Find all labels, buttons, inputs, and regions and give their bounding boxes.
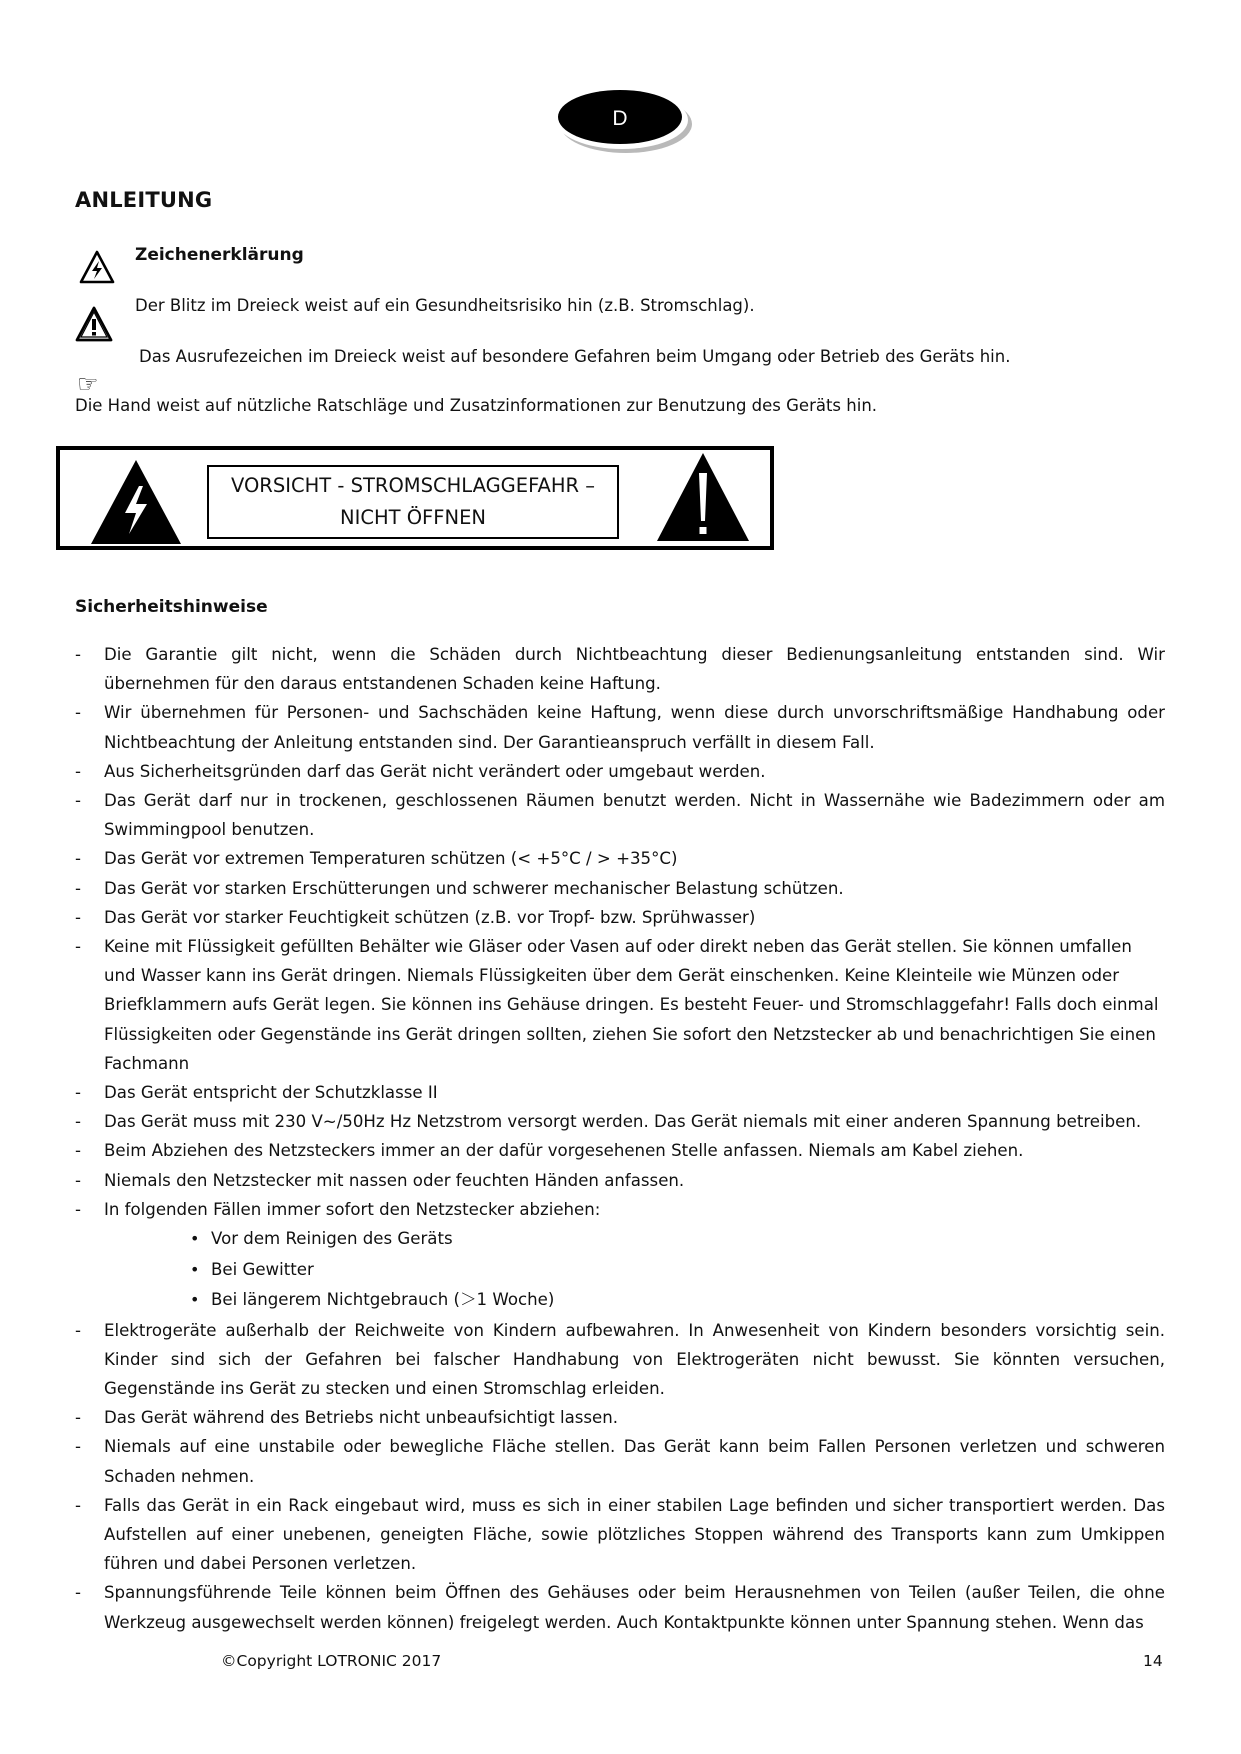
dash-marker: - (75, 1112, 81, 1132)
list-item-text: Die Garantie gilt nicht, wenn die Schäden durch Nichtbeachtung dieser Bedienungsanleitung entstanden sind. Wir übernehmen für den daraus entstandenen Schaden keine Haftung. (104, 645, 1165, 694)
warning-exclamation-icon (655, 451, 751, 547)
list-item-text: Das Gerät muss mit 230 V~/50Hz Hz Netzstrom versorgt werden. Das Gerät niemals mit einer anderen Spannung betreiben. (104, 1112, 1142, 1132)
footer-copyright: ©Copyright LOTRONIC 2017 (221, 1652, 442, 1670)
sub-list-item (75, 1255, 1165, 1286)
list-item (75, 1316, 1165, 1404)
list-item-text: Das Gerät vor starker Feuchtigkeit schützen (z.B. vor Tropf- bzw. Sprühwasser) (104, 907, 756, 927)
list-item (75, 1166, 1165, 1195)
dash-marker: - (75, 1170, 81, 1190)
list-item (75, 757, 1165, 786)
dash-marker: - (75, 1408, 81, 1428)
dash-marker: - (75, 791, 81, 811)
list-item-text: Elektrogeräte außerhalb der Reichweite von Kindern aufbewahren. In Anwesenheit von Kindern besonders vorsichtig sein. Kinder sind sich der Gefahren bei falscher Handhabung von Elektrogeräten nicht bewusst. Sie könnten versuchen, Gegenstände ins Gerät zu stecken und einen Stromschlag erleiden. (104, 1320, 1165, 1398)
sub-list-item-text: Bei Gewitter (211, 1259, 314, 1279)
sub-list-item (75, 1224, 1165, 1255)
dash-marker: - (75, 907, 81, 927)
list-item (75, 1195, 1165, 1224)
list-item-text: Niemals den Netzstecker mit nassen oder feuchten Händen anfassen. (104, 1170, 685, 1190)
bullet-marker: • (190, 1290, 200, 1310)
warning-line-2: NICHT ÖFFNEN (339, 506, 486, 529)
list-item-text: In folgenden Fällen immer sofort den Netzstecker abziehen: (104, 1199, 601, 1219)
list-item (75, 1491, 1165, 1579)
safety-list (75, 640, 1165, 1637)
dash-marker: - (75, 1495, 81, 1515)
list-item-text: Das Gerät entspricht der Schutzklasse II (104, 1083, 438, 1103)
list-item-text: Das Gerät darf nur in trockenen, geschlossenen Räumen benutzt werden. Nicht in Wassernähe wie Badezimmern oder am Swimmingpool benutzen. (104, 791, 1165, 840)
list-item-text: Falls das Gerät in ein Rack eingebaut wird, muss es sich in einer stabilen Lage befinden und sicher transportiert werden. Das Aufstellen auf einer unebenen, geneigten Fläche, sowie plötzliches Stoppen während des Transports kann zum Umkippen führen und dabei Personen verletzen. (104, 1495, 1165, 1574)
dash-marker: - (75, 1083, 81, 1103)
dash-marker: - (75, 1320, 81, 1340)
page-number: 14 (1143, 1652, 1163, 1670)
dash-marker: - (75, 703, 81, 723)
dash-marker: - (75, 878, 81, 898)
sub-list-item-text: Bei längerem Nichtgebrauch (＞1 Woche) (211, 1290, 555, 1310)
sub-list-item-text: Vor dem Reinigen des Geräts (211, 1229, 453, 1249)
page-title: ANLEITUNG (75, 188, 213, 212)
warning-label (207, 465, 619, 539)
list-item-text: Aus Sicherheitsgründen darf das Gerät nicht verändert oder umgebaut werden. (104, 761, 766, 781)
dash-marker: - (75, 937, 81, 957)
list-item-text: Spannungsführende Teile können beim Öffnen des Gehäuses oder beim Herausnehmen von Teilen (außer Teilen, die ohne Werkzeug ausgewechselt werden können) freigelegt werden. Auch Kontaktpunkte können unter Spannung stehen. Wenn das (104, 1583, 1165, 1632)
legend-hand-text: Die Hand weist auf nützliche Ratschläge und Zusatzinformationen zur Benutzung des Geräts hin. (75, 396, 878, 415)
list-item (75, 786, 1165, 844)
warning-line-1: VORSICHT - STROMSCHLAGGEFAHR – (230, 474, 596, 497)
sub-list-item (75, 1285, 1165, 1316)
list-item (75, 1403, 1165, 1432)
list-item (75, 1078, 1165, 1107)
language-badge-label: D (612, 107, 628, 130)
warning-lightning-icon (89, 458, 183, 550)
pointing-hand-icon: ☞ (77, 370, 99, 398)
list-item-text: Niemals auf eine unstabile oder bewegliche Fläche stellen. Das Gerät kann beim Fallen Personen verletzen und schweren Schaden nehmen. (104, 1437, 1165, 1486)
dash-marker: - (75, 761, 81, 781)
exclamation-triangle-icon (74, 305, 114, 347)
dash-marker: - (75, 1199, 81, 1219)
dash-marker: - (75, 1583, 81, 1603)
legend-heading: Zeichenerklärung (135, 245, 304, 265)
list-item-text: Das Gerät während des Betriebs nicht unbeaufsichtigt lassen. (104, 1408, 619, 1428)
list-item (75, 1432, 1165, 1490)
list-item (75, 1107, 1165, 1136)
list-item (75, 874, 1165, 903)
dash-marker: - (75, 849, 81, 869)
safety-heading: Sicherheitshinweise (75, 597, 268, 617)
dash-marker: - (75, 645, 81, 664)
list-item-text: Keine mit Flüssigkeit gefüllten Behälter wie Gläser oder Vasen auf oder direkt neben das Gerät stellen. Sie können umfallen und Wasser kann ins Gerät dringen. Niemals Flüssigkeiten über dem Gerät einschenken. Keine Kleinteile wie Münzen oder Briefklammern aufs Gerät legen. Sie können ins Gehäuse dringen. Es besteht Feuer- und Stromschlaggefahr! Falls doch einmal Flüssigkeiten oder Gegenstände ins Gerät dringen sollten, ziehen Sie sofort den Netzstecker ab und benachrichtigen Sie einen Fachmann (104, 937, 1159, 1073)
bullet-marker: • (190, 1229, 200, 1249)
dash-marker: - (75, 1141, 81, 1161)
list-item-text: Das Gerät vor starken Erschütterungen und schwerer mechanischer Belastung schützen. (104, 878, 844, 898)
language-badge (552, 86, 694, 156)
list-item (75, 698, 1165, 756)
legend-lightning-text: Der Blitz im Dreieck weist auf ein Gesundheitsrisiko hin (z.B. Stromschlag). (135, 296, 755, 315)
legend-exclamation-text: Das Ausrufezeichen im Dreieck weist auf besondere Gefahren beim Umgang oder Betrieb des Geräts hin. (139, 347, 1011, 366)
list-item-text: Das Gerät vor extremen Temperaturen schützen (< +5°C / > +35°C) (104, 849, 678, 869)
list-item (75, 844, 1165, 873)
list-item-text: Wir übernehmen für Personen- und Sachschäden keine Haftung, wenn diese durch unvorschriftsmäßige Handhabung oder Nichtbeachtung der Anleitung entstanden sind. Der Garantieanspruch verfällt in diesem Fall. (104, 703, 1165, 752)
list-item (75, 903, 1165, 932)
lightning-triangle-icon (79, 249, 115, 289)
list-item-text: Beim Abziehen des Netzsteckers immer an der dafür vorgesehenen Stelle anfassen. Niemals am Kabel ziehen. (104, 1141, 1024, 1161)
list-item (75, 1578, 1165, 1636)
dash-marker: - (75, 1437, 81, 1457)
list-item (75, 1136, 1165, 1165)
bullet-marker: • (190, 1259, 200, 1279)
list-item (75, 932, 1165, 1078)
list-item (75, 640, 1165, 698)
